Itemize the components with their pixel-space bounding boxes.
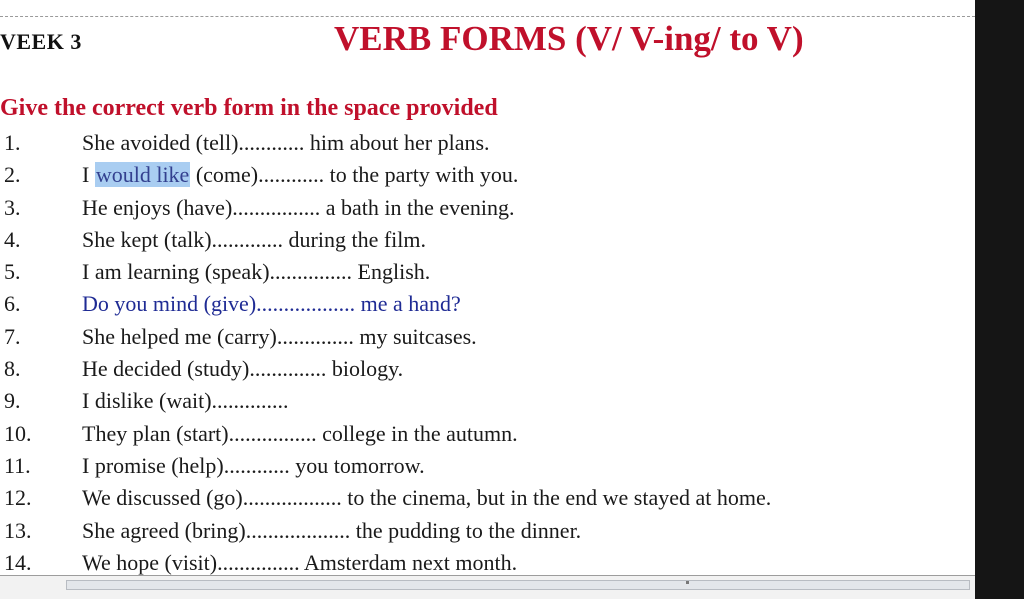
exercise-number: 14. bbox=[4, 549, 32, 575]
exercise-text[interactable]: He decided (study).............. biology. bbox=[82, 356, 404, 382]
exercise-number: 6. bbox=[4, 291, 21, 317]
exercise-text[interactable]: He enjoys (have)................ a bath in the evening. bbox=[82, 194, 515, 220]
exercise-number: 9. bbox=[4, 388, 21, 414]
exercise-number: 4. bbox=[4, 226, 21, 252]
exercise-text[interactable] bbox=[82, 162, 518, 188]
exercise-text-pre: I bbox=[82, 162, 95, 188]
exercise-text[interactable]: She avoided (tell)............ him about her plans. bbox=[82, 130, 490, 155]
exercise-number: 5. bbox=[4, 259, 21, 285]
exercise-row bbox=[0, 451, 975, 483]
exercise-text[interactable]: She agreed (bring)................... the pudding to the dinner. bbox=[82, 517, 582, 543]
exercise-row bbox=[0, 322, 975, 354]
exercise-row bbox=[0, 257, 975, 289]
exercise-text[interactable]: She kept (talk)............. during the film. bbox=[82, 226, 426, 252]
exercise-row bbox=[0, 193, 975, 225]
horizontal-scrollbar[interactable] bbox=[0, 575, 975, 599]
exercise-text[interactable]: I dislike (wait).............. bbox=[82, 388, 289, 414]
exercise-row bbox=[0, 289, 975, 321]
exercise-number: 12. bbox=[4, 485, 32, 511]
exercise-number: 13. bbox=[4, 517, 32, 543]
exercise-row bbox=[0, 225, 975, 257]
scrollbar-track[interactable] bbox=[66, 580, 970, 590]
exercise-text[interactable]: They plan (start)................ college in the autumn. bbox=[82, 420, 518, 446]
exercise-text[interactable]: Do you mind (give).................. me a hand? bbox=[82, 291, 461, 317]
exercise-row bbox=[0, 354, 975, 386]
header-divider bbox=[0, 16, 975, 17]
exercise-row bbox=[0, 483, 975, 515]
week-label: VEEK 3 bbox=[0, 29, 82, 54]
exercise-text[interactable]: I am learning (speak)............... English. bbox=[82, 259, 431, 285]
exercise-list bbox=[0, 128, 975, 580]
selected-text-highlight[interactable]: would like bbox=[95, 162, 190, 188]
exercise-number: 8. bbox=[4, 356, 21, 382]
instruction-text: Give the correct verb form in the space provided bbox=[0, 95, 498, 121]
exercise-text-post: (come)............ to the party with you. bbox=[190, 162, 519, 188]
exercise-row bbox=[0, 386, 975, 418]
exercise-number: 2. bbox=[4, 162, 21, 188]
exercise-number: 7. bbox=[4, 323, 21, 349]
exercise-number: 11. bbox=[4, 452, 31, 478]
exercise-text[interactable]: We discussed (go).................. to the cinema, but in the end we stayed at home. bbox=[82, 485, 772, 511]
exercise-number: 10. bbox=[4, 420, 32, 446]
exercise-row bbox=[0, 419, 975, 451]
exercise-row bbox=[0, 516, 975, 548]
exercise-row bbox=[0, 128, 975, 160]
screen-gutter bbox=[975, 0, 1024, 599]
exercise-text[interactable]: I promise (help)............ you tomorrow. bbox=[82, 452, 425, 478]
exercise-text[interactable]: She helped me (carry).............. my suitcases. bbox=[82, 323, 477, 349]
exercise-number: 3. bbox=[4, 194, 21, 220]
page-title: VERB FORMS (V/ V-ing/ to V) bbox=[334, 19, 804, 58]
exercise-text[interactable]: We hope (visit)............... Amsterdam next month. bbox=[82, 549, 518, 575]
scrollbar-thumb-marker[interactable] bbox=[686, 581, 689, 584]
exercise-row bbox=[0, 160, 975, 192]
exercise-number: 1. bbox=[4, 130, 21, 155]
